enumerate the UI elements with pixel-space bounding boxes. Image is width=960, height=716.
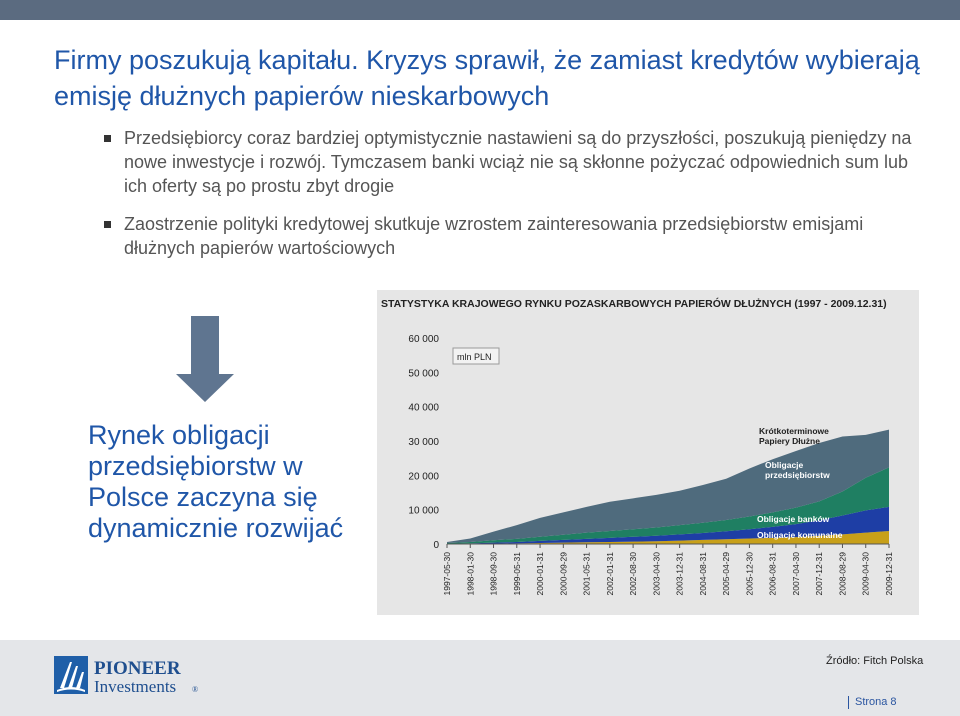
slide-title: Firmy poszukują kapitału. Kryzys sprawił, że zamiast kredytów wybierają emisję dłużnych papierów nieskarbowych (54, 45, 920, 111)
bullet-list (104, 126, 924, 274)
square-bullet-icon (104, 135, 111, 142)
page-number (848, 696, 900, 709)
y-tick-label: 50 000 (408, 368, 439, 380)
x-tick-label: 1999-05-31 (511, 552, 522, 596)
x-tick-label: 2007-12-31 (814, 552, 825, 596)
x-tick-label: 2002-01-31 (604, 552, 615, 596)
logo-line1: PIONEER (94, 658, 181, 679)
logo-registered-mark: ® (192, 685, 199, 694)
pioneer-investments-logo (54, 656, 204, 698)
x-tick-label: 2005-04-29 (721, 552, 732, 596)
x-tick-label: 2004-08-31 (697, 552, 708, 596)
square-bullet-icon (104, 221, 111, 228)
bullet-item (104, 212, 924, 260)
series-label-3: Krótkoterminowe Papiery Dłużne (759, 426, 829, 446)
side-callout: Rynek obligacji przedsiębiorstw w Polsce zaczyna się dynamicznie rozwijać (88, 420, 344, 543)
down-arrow-icon (176, 316, 234, 402)
chart-panel (377, 290, 919, 615)
page-label: Strona (855, 696, 888, 708)
bond-market-chart (377, 290, 919, 615)
x-tick-label: 2008-08-29 (837, 552, 848, 596)
logo-line2: Investments (94, 677, 177, 696)
x-tick-label: 2000-09-29 (558, 552, 569, 596)
x-tick-label: 2006-08-31 (767, 552, 778, 596)
y-tick-label: 40 000 (408, 402, 439, 414)
y-tick-label: 0 (433, 540, 439, 551)
page-number-value: 8 (890, 696, 897, 708)
x-tick-label: 2001-05-31 (581, 552, 592, 596)
x-tick-label: 2003-04-30 (651, 552, 662, 596)
x-tick-label: 2002-08-30 (628, 552, 639, 596)
x-tick-label: 2007-04-30 (790, 552, 801, 596)
y-tick-label: 60 000 (408, 334, 439, 345)
x-tick-label: 2005-12-30 (744, 552, 755, 596)
x-tick-label: 2003-12-31 (674, 552, 685, 596)
x-tick-label: 1997-05-30 (442, 552, 452, 596)
bullet-item (104, 126, 924, 198)
x-tick-label: 2009-04-30 (860, 552, 871, 596)
x-tick-label: 1998-01-30 (465, 552, 476, 596)
unit-label: mln PLN (457, 352, 492, 362)
y-tick-label: 10 000 (408, 505, 439, 517)
x-tick-label: 1998-09-30 (488, 552, 499, 596)
x-tick-label: 2000-01-31 (535, 552, 546, 596)
series-label-1: Obligacje banków (757, 514, 830, 524)
source-note: Źródło: Fitch Polska (826, 655, 924, 667)
bullet-text: Zaostrzenie polityki kredytowej skutkuje wzrostem zainteresowania przedsiębiorstw emisjami dłużnych papierów wartościowych (124, 214, 864, 258)
chart-title: STATYSTYKA KRAJOWEGO RYNKU POZASKARBOWYCH PAPIERÓW DŁUŻNYCH (1997 - 2009.12.31) (381, 298, 887, 310)
top-bar (0, 0, 960, 20)
series-label-2: Obligacje przedsiębiorstw (765, 460, 830, 480)
y-tick-label: 30 000 (408, 437, 439, 448)
x-tick-label: 2009-12-31 (884, 552, 894, 596)
bullet-text: Przedsiębiorcy coraz bardziej optymistycznie nastawieni są do przyszłości, poszukują pieniędzy na nowe inwestycje i rozwój. Tymczasem banki wciąż nie są skłonne pożyczać odpowiednich sum lub ich oferty są po prostu zbyt drogie (124, 128, 912, 196)
y-tick-label: 20 000 (408, 471, 439, 483)
series-label-0: Obligacje komunalne (757, 530, 843, 540)
